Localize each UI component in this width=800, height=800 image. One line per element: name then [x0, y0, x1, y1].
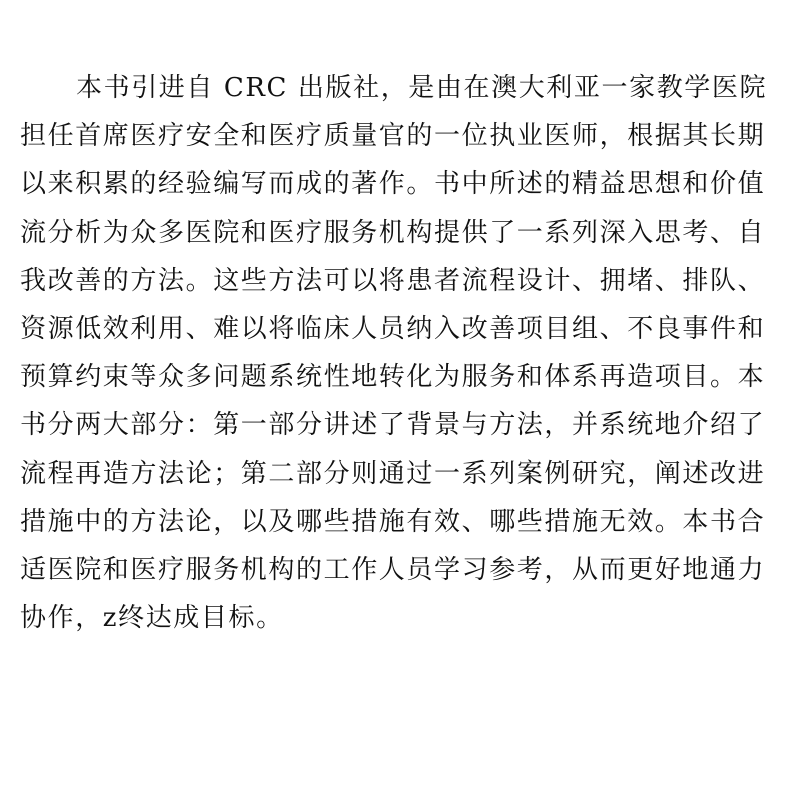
document-page	[20, 64, 790, 642]
book-description-paragraph: 本书引进自 CRC 出版社，是由在澳大利亚一家教学医院担任首席医疗安全和医疗质量官的一位执业医师，根据其长期以来积累的经验编写而成的著作。书中所述的精益思想和价值流分析为众多医院和医疗服务机构提供了一系列深入思考、自我改善的方法。这些方法可以将患者流程设计、拥堵、排队、资源低效利用、难以将临床人员纳入改善项目组、不良事件和预算约束等众多问题系统性地转化为服务和体系再造项目。本书分两大部分：第一部分讲述了背景与方法，并系统地介绍了流程再造方法论；第二部分则通过一系列案例研究，阐述改进措施中的方法论，以及哪些措施有效、哪些措施无效。本书合适医院和医疗服务机构的工作人员学习参考，从而更好地通力协作，z终达成目标。	[20, 73, 768, 634]
